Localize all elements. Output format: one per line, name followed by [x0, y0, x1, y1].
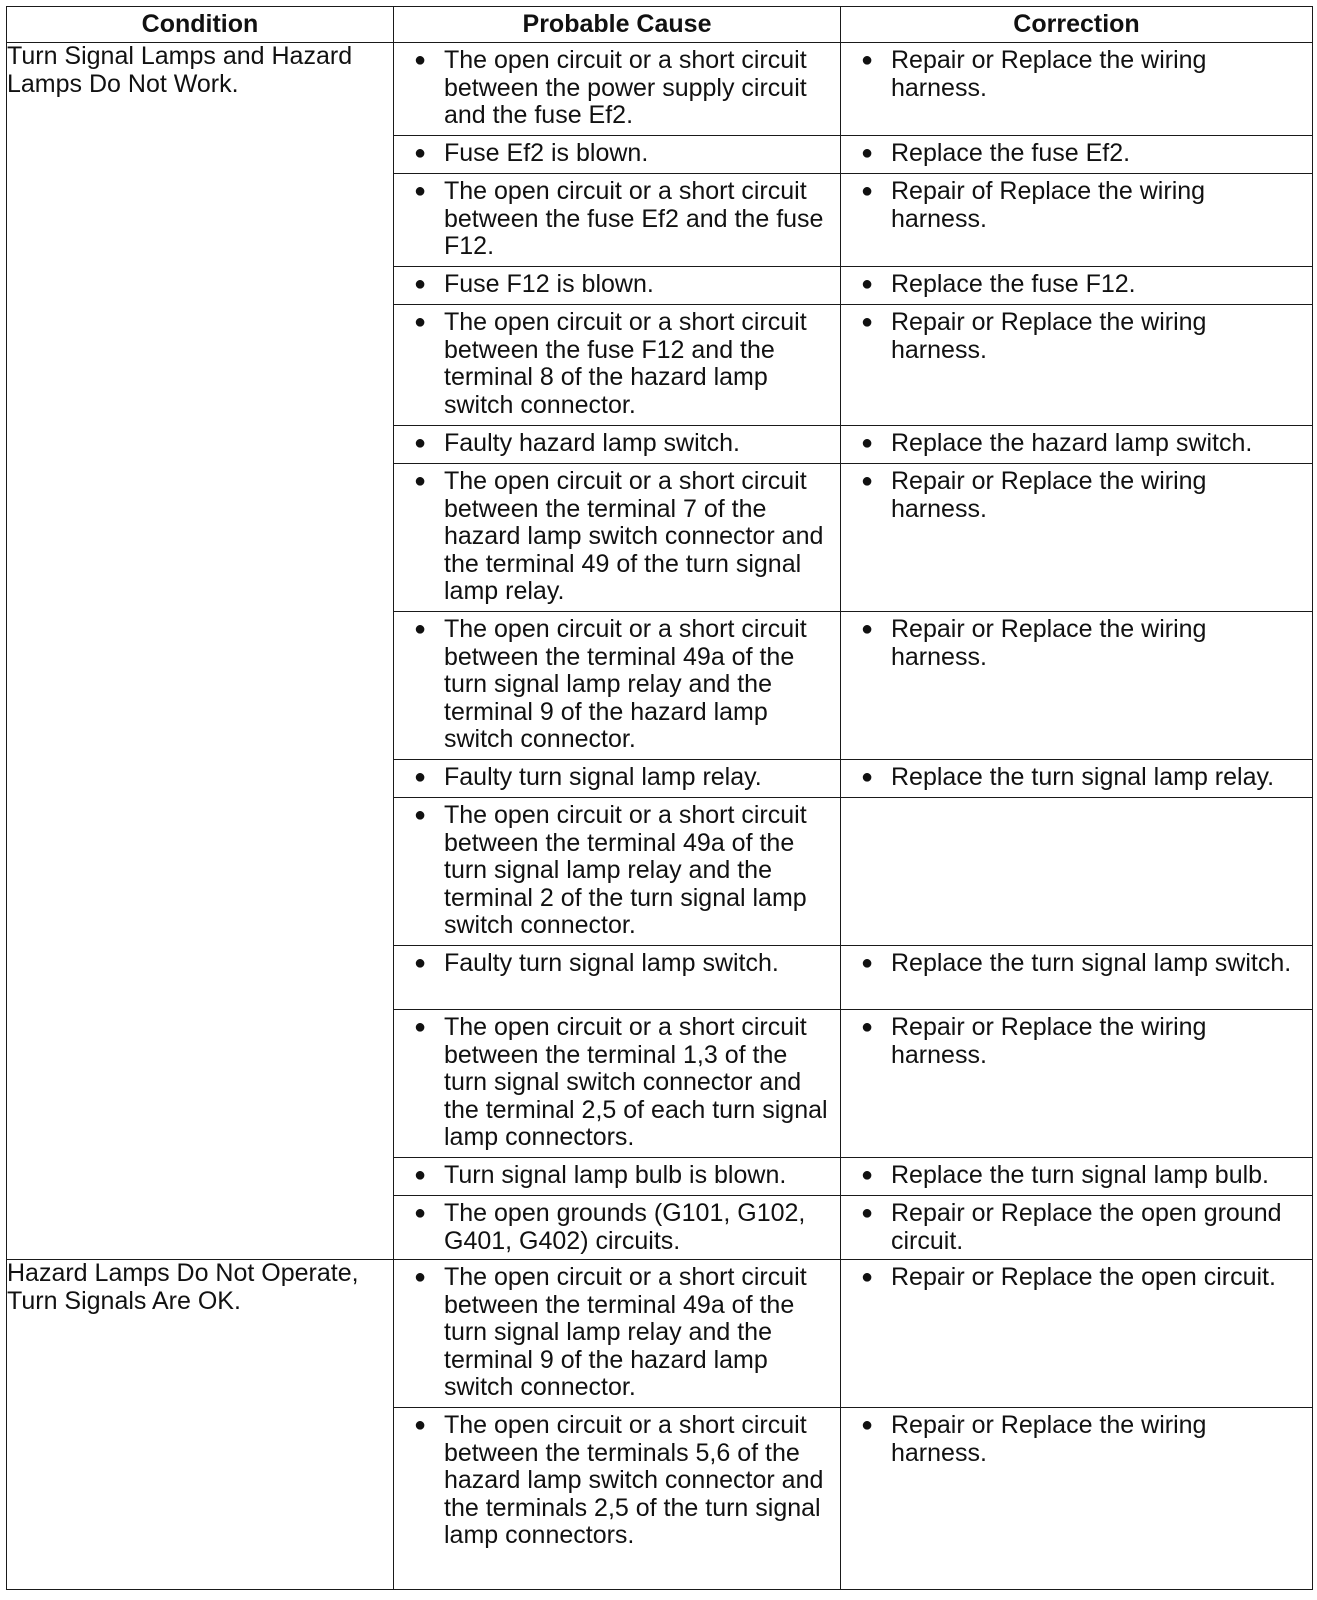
bullet-icon: ●: [861, 766, 874, 788]
condition-cell: Turn Signal Lamps and Hazard Lamps Do Not Work.: [7, 43, 394, 1260]
bullet-icon: ●: [861, 49, 874, 71]
correction-cell: [841, 612, 1313, 760]
cause-text: The open grounds (G101, G102, G401, G402) circuits.: [444, 1199, 806, 1255]
cause-cell: [394, 136, 841, 174]
correction-text: Replace the turn signal lamp switch.: [891, 949, 1292, 977]
correction-cell: [841, 136, 1313, 174]
bullet-icon: ●: [861, 1016, 874, 1038]
bullet-icon: ●: [861, 470, 874, 492]
bullet-icon: ●: [861, 952, 874, 974]
cause-cell: [394, 305, 841, 426]
cause-text: Faulty turn signal lamp switch.: [444, 949, 779, 977]
correction-text: Replace the fuse Ef2.: [891, 139, 1131, 167]
correction-text: Repair or Replace the wiring harness.: [891, 615, 1207, 671]
correction-text: Repair or Replace the wiring harness.: [891, 1411, 1207, 1467]
correction-text: Repair of Replace the wiring harness.: [891, 177, 1206, 233]
header-probable-cause: Probable Cause: [394, 7, 841, 43]
bullet-icon: ●: [414, 49, 427, 71]
correction-cell: [841, 464, 1313, 612]
correction-cell-empty: [841, 798, 1313, 946]
correction-cell: [841, 426, 1313, 464]
bullet-icon: ●: [414, 1414, 427, 1436]
correction-text: Repair or Replace the wiring harness.: [891, 1013, 1207, 1069]
cause-cell: [394, 43, 841, 136]
bullet-icon: ●: [414, 618, 427, 640]
bullet-icon: ●: [414, 142, 427, 164]
cause-cell: [394, 464, 841, 612]
bullet-icon: ●: [414, 432, 427, 454]
cause-text: Fuse F12 is blown.: [444, 270, 654, 298]
cause-text: Faulty hazard lamp switch.: [444, 429, 740, 457]
cause-cell: [394, 946, 841, 1010]
cause-cell: [394, 1010, 841, 1158]
correction-cell: [841, 305, 1313, 426]
cause-cell: [394, 1260, 841, 1408]
cause-text: The open circuit or a short circuit between the terminal 49a of the turn signal lamp relay and the terminal 9 of the hazard lamp switch connector.: [444, 1263, 807, 1401]
cause-cell: [394, 798, 841, 946]
correction-cell: [841, 1408, 1313, 1590]
bullet-icon: ●: [414, 311, 427, 333]
correction-text: Repair or Replace the wiring harness.: [891, 308, 1207, 364]
bullet-icon: ●: [414, 470, 427, 492]
bullet-icon: ●: [414, 1202, 427, 1224]
bullet-icon: ●: [414, 952, 427, 974]
bullet-icon: ●: [414, 766, 427, 788]
cause-text: The open circuit or a short circuit between the terminal 7 of the hazard lamp switch connector and the terminal 49 of the turn signal lamp relay.: [444, 467, 824, 605]
cause-text: Turn signal lamp bulb is blown.: [444, 1161, 787, 1189]
correction-cell: [841, 760, 1313, 798]
troubleshooting-table: [6, 6, 1313, 1590]
cause-text: The open circuit or a short circuit between the terminals 5,6 of the hazard lamp switch connector and the terminals 2,5 of the turn signal lamp connectors.: [444, 1411, 824, 1549]
correction-cell: [841, 267, 1313, 305]
correction-cell: [841, 946, 1313, 1010]
bullet-icon: ●: [861, 1164, 874, 1186]
correction-text: Repair or Replace the open ground circuit.: [891, 1199, 1282, 1255]
correction-text: Repair or Replace the wiring harness.: [891, 467, 1207, 523]
bullet-icon: ●: [414, 804, 427, 826]
bullet-icon: ●: [861, 273, 874, 295]
cause-cell: [394, 1196, 841, 1260]
cause-text: The open circuit or a short circuit between the power supply circuit and the fuse Ef2.: [444, 46, 807, 129]
correction-cell: [841, 43, 1313, 136]
cause-text: The open circuit or a short circuit between the fuse F12 and the terminal 8 of the hazard lamp switch connector.: [444, 308, 807, 419]
table-row: [7, 1260, 1313, 1408]
bullet-icon: ●: [861, 1266, 874, 1288]
condition-cell: Hazard Lamps Do Not Operate, Turn Signals Are OK.: [7, 1260, 394, 1590]
bullet-icon: ●: [861, 142, 874, 164]
bullet-icon: ●: [414, 273, 427, 295]
correction-text: Replace the turn signal lamp relay.: [891, 763, 1275, 791]
correction-cell: [841, 1158, 1313, 1196]
bullet-icon: ●: [861, 432, 874, 454]
cause-cell: [394, 267, 841, 305]
header-row: [7, 7, 1313, 43]
table-row: [7, 43, 1313, 136]
correction-text: Repair or Replace the wiring harness.: [891, 46, 1207, 102]
cause-cell: [394, 760, 841, 798]
correction-cell: [841, 1010, 1313, 1158]
header-correction: Correction: [841, 7, 1313, 43]
bullet-icon: ●: [414, 180, 427, 202]
bullet-icon: ●: [414, 1266, 427, 1288]
bullet-icon: ●: [861, 618, 874, 640]
cause-cell: [394, 1158, 841, 1196]
cause-cell: [394, 174, 841, 267]
bullet-icon: ●: [861, 1414, 874, 1436]
cause-cell: [394, 1408, 841, 1590]
bullet-icon: ●: [414, 1164, 427, 1186]
correction-text: Replace the hazard lamp switch.: [891, 429, 1253, 457]
correction-text: Repair or Replace the open circuit.: [891, 1263, 1276, 1291]
correction-cell: [841, 1260, 1313, 1408]
cause-text: The open circuit or a short circuit between the fuse Ef2 and the fuse F12.: [444, 177, 824, 260]
correction-text: Replace the turn signal lamp bulb.: [891, 1161, 1270, 1189]
cause-cell: [394, 612, 841, 760]
cause-text: The open circuit or a short circuit between the terminal 49a of the turn signal lamp relay and the terminal 2 of the turn signal lamp switch connector.: [444, 801, 807, 939]
cause-text: Fuse Ef2 is blown.: [444, 139, 649, 167]
bullet-icon: ●: [861, 1202, 874, 1224]
cause-text: The open circuit or a short circuit between the terminal 49a of the turn signal lamp relay and the terminal 9 of the hazard lamp switch connector.: [444, 615, 807, 753]
correction-cell: [841, 1196, 1313, 1260]
cause-text: Faulty turn signal lamp relay.: [444, 763, 762, 791]
cause-cell: [394, 426, 841, 464]
bullet-icon: ●: [414, 1016, 427, 1038]
header-condition: Condition: [7, 7, 394, 43]
correction-text: Replace the fuse F12.: [891, 270, 1136, 298]
bullet-icon: ●: [861, 311, 874, 333]
correction-cell: [841, 174, 1313, 267]
bullet-icon: ●: [861, 180, 874, 202]
cause-text: The open circuit or a short circuit between the terminal 1,3 of the turn signal switch connector and the terminal 2,5 of each turn signal lamp connectors.: [444, 1013, 828, 1151]
